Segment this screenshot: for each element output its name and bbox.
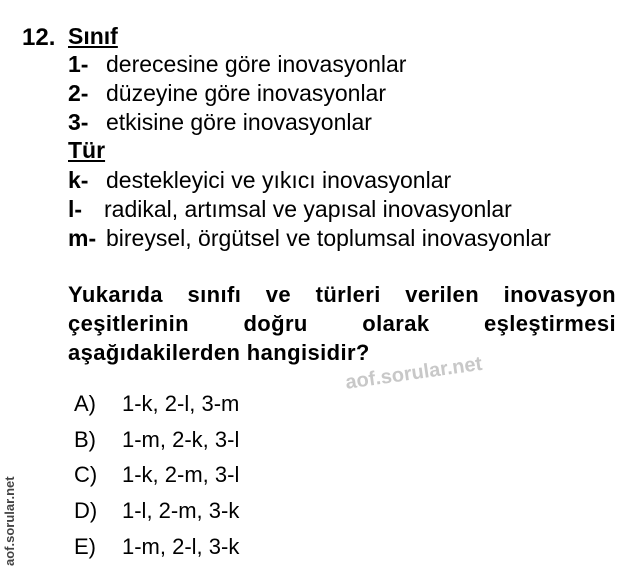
option-text: 1-m, 2-k, 3-l xyxy=(122,427,240,452)
question-number: 12. xyxy=(22,24,56,51)
option-letter: E) xyxy=(74,534,96,559)
type-item-text: radikal, artımsal ve yapısal inovasyonlar xyxy=(104,196,512,222)
side-watermark: aof.sorular.net xyxy=(2,476,17,566)
option-text: 1-k, 2-m, 3-l xyxy=(122,462,240,487)
option-letter: D) xyxy=(74,498,98,523)
class-item-key: 3- xyxy=(68,109,89,135)
option-letter: C) xyxy=(74,462,98,487)
option-text: 1-m, 2-l, 3-k xyxy=(122,534,240,559)
type-item-text: destekleyici ve yıkıcı inovasyonlar xyxy=(106,167,452,193)
type-item-key: k- xyxy=(68,167,89,193)
class-heading: Sınıf xyxy=(68,23,118,49)
class-item-text: etkisine göre inovasyonlar xyxy=(106,109,372,135)
type-item-text: bireysel, örgütsel ve toplumsal inovasyonlar xyxy=(106,225,551,251)
option-text: 1-l, 2-m, 3-k xyxy=(122,498,240,523)
type-heading: Tür xyxy=(68,137,106,163)
type-item-key: l- xyxy=(68,196,83,222)
type-item-key: m- xyxy=(68,225,97,251)
stem-line: çeşitlerinin doğru olarak eşleştirmesi xyxy=(68,311,616,336)
option-letter: A) xyxy=(74,391,96,416)
class-item-key: 2- xyxy=(68,80,89,106)
stem-line: Yukarıda sınıfı ve türleri verilen inovasyon xyxy=(68,282,616,307)
class-item-text: derecesine göre inovasyonlar xyxy=(106,51,407,77)
question-stem xyxy=(68,280,616,367)
option-letter: B) xyxy=(74,427,96,452)
watermark: aof.sorular.net xyxy=(344,352,484,394)
option-text: 1-k, 2-l, 3-m xyxy=(122,391,240,416)
class-item-key: 1- xyxy=(68,51,89,77)
class-item-text: düzeyine göre inovasyonlar xyxy=(106,80,387,106)
stem-line: aşağıdakilerden hangisidir? xyxy=(68,340,370,365)
